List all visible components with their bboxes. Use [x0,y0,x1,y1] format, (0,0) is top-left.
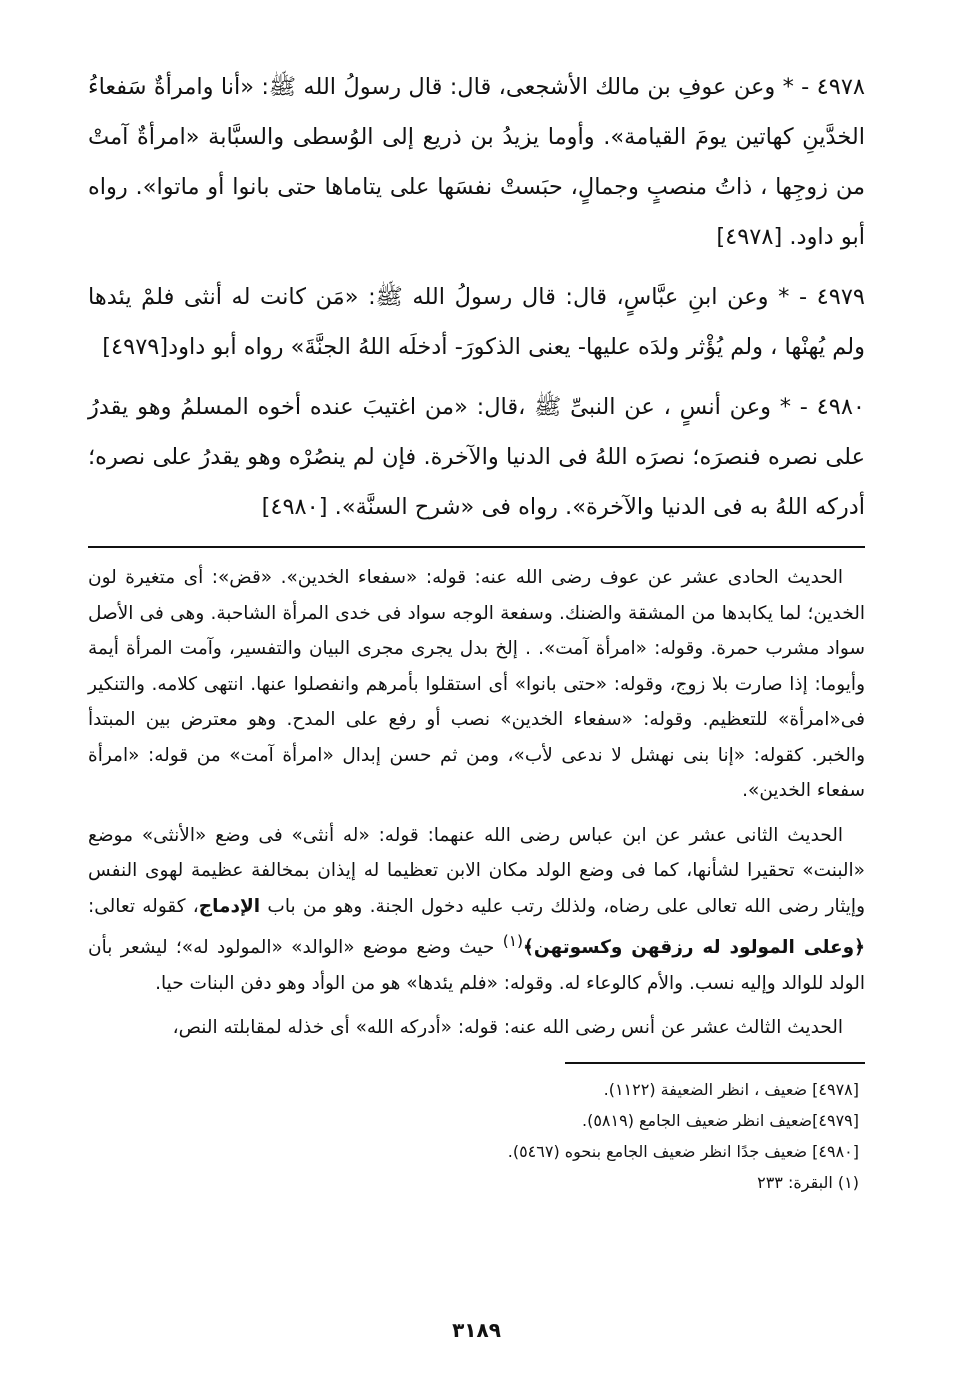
footnote-ref: (١) [502,932,524,950]
page-content [88,62,865,1198]
hadith-section [88,62,865,532]
commentary-thirteenth: الحديث الثالث عشر عن أنس رضى الله عنه: قوله: «أدركه الله» أى خذله لمقابلته النص، [172,1017,843,1039]
page-number: ٣١٨٩ [452,1318,501,1342]
commentary-twelfth-post: حيث وضع موضع «الوالد» «المولود له»؛ ليشعر بأن الولد للوالد وإليه نسب. والأم كالوعاء له. وقوله: «فلم يئدها» هو من الوأد وهو دفن البنات حيا. [88,937,865,994]
commentary-twelfth-pre: الحديث الثانى عشر عن ابن عباس رضى الله عنهما: قوله: «له أنثى» فى وضع «الأنثى» موضع «البنت» تحقيرا لشأنها، كما فى وضع الولد مكان الابن تعظيما له إيذان بمخالفة عظيمة لهوى النفس وإيثار رضى الله تعالى على رضاه، ولذلك رتب عليه دخول الجنة. وهو من باب [88,824,866,917]
footnote-4978: [٤٩٧٨] ضعيف ، انظر الضعيفة (١١٢٢). [603,1079,859,1099]
commentary-twelfth-mid: ، كقوله تعالى: [88,895,199,917]
footnotes [88,1074,865,1198]
footnote-4980: [٤٩٨٠] ضعيف جدًا انظر ضعيف الجامع بنحوه (٥٤٦٧). [507,1141,859,1161]
footnote-4979: [٤٩٧٩]ضعيف انظر ضعيف الجامع (٥٨١٩). [581,1110,859,1130]
footnote-divider [565,1062,865,1064]
commentary-twelfth [88,818,865,1002]
commentary-eleventh: الحديث الحادى عشر عن عوف رضى الله عنه: قوله: «سفعاء الخدين». «قض»: أى متغيرة لون الخدين؛ لما يكابدها من المشقة والضنك. وسفعة الوجه سواد فى خدى المرأة الشاحبة. وهى فى الأصل سواد مشرب حمرة. وقوله: «امرأة آمت». . إلخ بدل يجرى مجرى البيان والتفسير، وآمت المرأة أيمة وأيوما: إذا صارت بلا زوج، وقوله: «حتى بانوا» أى استقلوا بأمرهم وانفصلوا عنها. انتهى كلامه. والتنكير فى«امرأة» للتعظيم. وقوله: «سفعاء الخدين» نصب أو رفع على المدح. وهو معترض بين المبتدأ والخبر. كقوله: «إنا بنى نهشل لا ندعى لأب»، ومن ثم حسن إبدال «امرأة آمت» من قوله: «امرأة سفعاء الخدين». [88,567,865,801]
hadith-4980: ٤٩٨٠ - * وعن أنسٍ ، عن النبىِّ ﷺ ،قال: «من اغتيبَ عنده أخوه المسلمُ وهو يقدرُ على نصره فنصرَه؛ نصرَه اللهُ فى الدنيا والآخرة. فإن لم ينصُرْه وهو يقدرُ على نصره؛ أدركه اللهُ به فى الدنيا والآخرة». رواه فى «شرح السنَّة». [٤٩٨٠] [88,394,865,520]
footnote-baqara: (١) البقرة: ٢٣٣ [757,1172,859,1192]
quran-verse: ﴿وعلى المولود له رزقهن وكسوتهن﴾ [523,937,865,959]
section-divider [88,546,865,548]
hadith-4978: ٤٩٧٨ - * وعن عوفِ بن مالك الأشجعى، قال: قال رسولُ الله ﷺ: «أنا وامرأةٌ سَفعاءُ الخدَّينِ كهاتين يومَ القيامة». وأوما يزيدُ بن ذريع إلى الوُسطى والسبَّابة «امرأةٌ آمتْ من زوجِها ، ذاتُ منصبٍ وجمالٍ، حبَستْ نفسَها على يتاماها حتى بانوا أو ماتوا». رواه أبو داود. [٤٩٧٨] [88,74,865,250]
term-idmaj: الإدماج [198,895,261,917]
hadith-4979: ٤٩٧٩ - * وعن ابنِ عبَّاسٍ، قال: قال رسولُ الله ﷺ: «مَن كانت له أنثى فلمْ يئدها ولم يُهنْها ، ولم يُؤْثر ولدَه عليها- يعنى الذكورَ- أدخلَه اللهُ الجنَّةَ» رواه أبو داود[٤٩٧٩] [88,284,865,360]
commentary-section [88,560,865,1046]
